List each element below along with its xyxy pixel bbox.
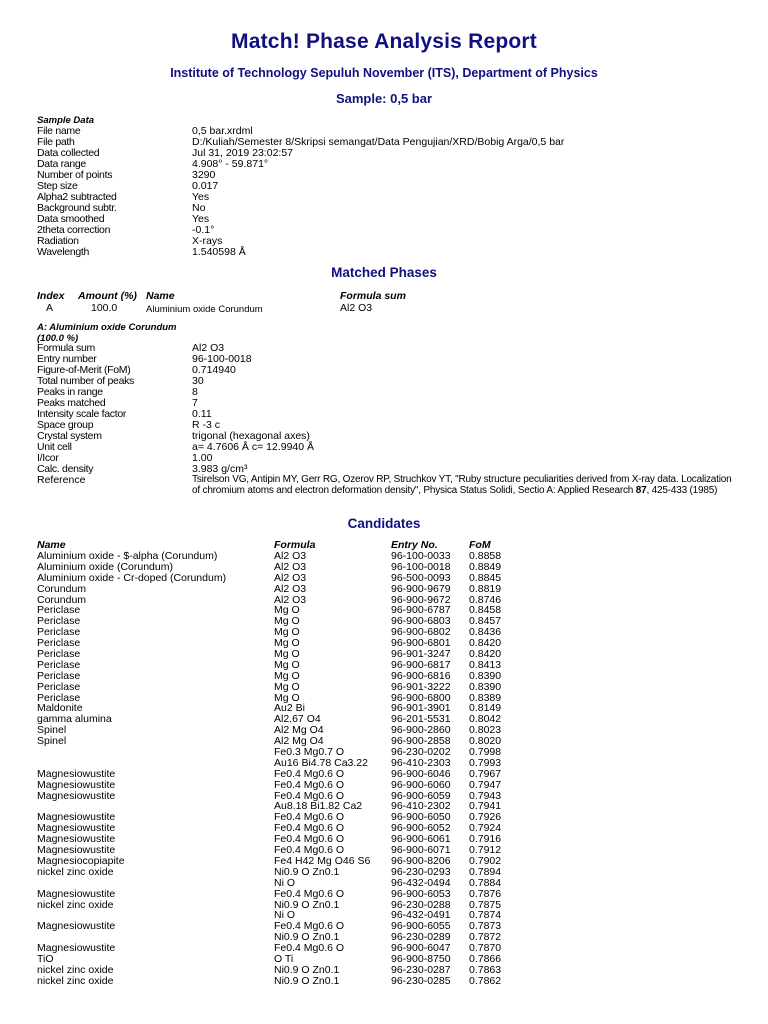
candidate-formula: Ni0.9 O Zn0.1 <box>274 865 340 878</box>
candidate-fom: 0.7863 <box>469 963 502 976</box>
field-row <box>37 376 737 387</box>
candidate-entry: 96-201-5531 <box>391 713 451 726</box>
candidate-entry: 96-900-6787 <box>391 604 451 617</box>
candidate-formula: Mg O <box>274 637 300 650</box>
field-value: 0.714940 <box>192 364 236 376</box>
candidate-formula: Al2 O3 <box>274 550 307 562</box>
candidate-fom: 0.7993 <box>469 756 502 769</box>
field-row <box>37 442 737 453</box>
field-value: R -3 c <box>192 419 221 431</box>
candidate-formula: Au16 Bi4.78 Ca3.22 <box>274 756 368 769</box>
candidate-formula: Au8.18 Bi1.82 Ca2 <box>274 800 363 813</box>
candidate-fom: 0.8819 <box>469 582 502 595</box>
candidate-formula: Fe0.4 Mg0.6 O <box>274 778 345 791</box>
candidate-entry: 96-900-9672 <box>391 593 451 606</box>
candidate-entry: 96-900-2858 <box>391 735 451 748</box>
candidate-formula: Al2 Mg O4 <box>274 724 324 737</box>
field-label: Peaks matched <box>37 397 106 409</box>
candidate-name: Magnesiowustite <box>37 822 116 835</box>
candidate-entry: 96-500-0093 <box>391 571 451 584</box>
candidate-formula: Mg O <box>274 691 300 704</box>
candidate-formula: Fe0.4 Mg0.6 O <box>274 789 345 802</box>
field-label: Calc. density <box>37 463 94 475</box>
candidate-entry: 96-230-0289 <box>391 931 451 944</box>
candidate-entry: 96-900-6046 <box>391 767 451 780</box>
candidate-fom: 0.7873 <box>469 920 502 933</box>
field-label: 2theta correction <box>37 224 111 236</box>
field-value: 1.540598 Å <box>192 246 246 258</box>
matched-row-index: A <box>46 302 54 314</box>
candidate-entry: 96-230-0287 <box>391 963 451 976</box>
field-label: File path <box>37 136 75 148</box>
candidate-fom: 0.7924 <box>469 822 502 835</box>
field-row <box>37 148 737 159</box>
candidate-formula: Ni0.9 O Zn0.1 <box>274 931 340 944</box>
field-row <box>37 181 737 192</box>
candidate-formula: Al2 O3 <box>274 593 307 606</box>
candidate-entry: 96-900-6053 <box>391 887 451 900</box>
field-value: a= 4.7606 Å c= 12.9940 Å <box>192 441 315 453</box>
field-row <box>37 387 737 398</box>
field-row <box>37 354 737 365</box>
table-row <box>37 682 529 693</box>
field-value: 8 <box>192 386 198 398</box>
field-row <box>37 159 737 170</box>
col-entry: Entry No. <box>391 539 438 551</box>
candidate-name: Corundum <box>37 593 87 606</box>
matched-row-formula: Al2 O3 <box>340 302 373 314</box>
col-formula: Formula <box>274 539 316 551</box>
candidate-fom: 0.8389 <box>469 691 502 704</box>
candidate-fom: 0.8390 <box>469 680 502 693</box>
matched-col-index: Index <box>37 290 65 302</box>
field-row <box>37 343 737 354</box>
candidate-name: Spinel <box>37 724 67 737</box>
candidate-name: Spinel <box>37 735 67 748</box>
field-value: Jul 31, 2019 23:02:57 <box>192 147 294 159</box>
candidate-name: nickel zinc oxide <box>37 963 114 976</box>
field-value: X-rays <box>192 235 223 247</box>
candidate-name: Periclase <box>37 680 81 693</box>
candidate-name: nickel zinc oxide <box>37 974 114 987</box>
reference-label: Reference <box>37 474 86 486</box>
candidate-name: Magnesiowustite <box>37 920 116 933</box>
field-label: Total number of peaks <box>37 375 135 387</box>
candidate-fom: 0.7884 <box>469 876 502 889</box>
candidate-formula: Ni0.9 O Zn0.1 <box>274 898 340 911</box>
candidate-fom: 0.7926 <box>469 811 502 824</box>
candidate-fom: 0.8420 <box>469 637 502 650</box>
candidate-name: Maldonite <box>37 702 83 715</box>
col-fom: FoM <box>469 539 491 551</box>
candidate-fom: 0.8458 <box>469 604 502 617</box>
field-value: 1.00 <box>192 452 213 464</box>
field-label: I/Icor <box>37 452 59 464</box>
candidate-formula: Mg O <box>274 615 300 628</box>
institute-line: Institute of Technology Sepuluh November (ITS), Department of Physics <box>170 66 598 80</box>
field-label: Crystal system <box>37 430 102 442</box>
candidate-fom: 0.7902 <box>469 854 502 867</box>
candidate-name: Magnesiowustite <box>37 778 116 791</box>
field-row <box>37 431 737 442</box>
candidate-name: nickel zinc oxide <box>37 898 114 911</box>
candidate-entry: 96-230-0288 <box>391 898 451 911</box>
candidate-fom: 0.7947 <box>469 778 502 791</box>
candidate-name: Aluminium oxide - $-alpha (Corundum) <box>37 550 218 562</box>
candidate-entry: 96-900-6055 <box>391 920 451 933</box>
field-value: 4.908° - 59.871° <box>192 158 269 170</box>
candidate-entry: 96-900-6801 <box>391 637 451 650</box>
candidate-formula: Ni O <box>274 876 295 889</box>
candidate-entry: 96-900-6802 <box>391 626 451 639</box>
candidate-fom: 0.7894 <box>469 865 502 878</box>
candidate-formula: Mg O <box>274 626 300 639</box>
candidate-entry: 96-900-8206 <box>391 854 451 867</box>
candidate-entry: 96-900-9679 <box>391 582 451 595</box>
candidate-fom: 0.7862 <box>469 974 502 987</box>
sample-data-table <box>37 126 737 258</box>
candidate-name: TiO <box>37 952 54 965</box>
field-label: Background subtr. <box>37 202 117 214</box>
candidate-name: Magnesiowustite <box>37 789 116 802</box>
candidate-formula: Al2 O3 <box>274 582 307 595</box>
candidate-fom: 0.7875 <box>469 898 502 911</box>
candidate-name: gamma alumina <box>37 713 112 726</box>
candidate-name <box>37 747 274 758</box>
candidate-formula: Al2 Mg O4 <box>274 735 324 748</box>
candidate-fom: 0.7998 <box>469 746 502 759</box>
candidate-fom: 0.8845 <box>469 571 502 584</box>
field-label: Step size <box>37 180 78 192</box>
candidate-formula: Fe0.4 Mg0.6 O <box>274 942 345 955</box>
sample-line: Sample: 0,5 bar <box>335 91 433 106</box>
field-label: Data smoothed <box>37 213 105 225</box>
candidate-fom: 0.8023 <box>469 724 502 737</box>
field-value: No <box>192 202 206 214</box>
candidate-fom: 0.7916 <box>469 833 502 846</box>
candidate-entry: 96-900-6061 <box>391 833 451 846</box>
candidate-fom: 0.8420 <box>469 648 502 661</box>
field-label: Alpha2 subtracted <box>37 191 117 203</box>
candidate-formula: Al2 O3 <box>274 571 307 584</box>
candidate-formula: Al2 O3 <box>274 560 307 573</box>
candidate-formula: Mg O <box>274 669 300 682</box>
candidate-fom: 0.8436 <box>469 626 502 639</box>
field-label: Number of points <box>37 169 113 181</box>
candidate-name: nickel zinc oxide <box>37 865 114 878</box>
field-value: trigonal (hexagonal axes) <box>192 430 310 442</box>
candidate-entry: 96-230-0293 <box>391 865 451 878</box>
matched-row-amount: 100.0 <box>91 302 118 314</box>
candidate-formula: Au2 Bi <box>274 702 305 715</box>
candidate-name: Magnesiowustite <box>37 844 116 857</box>
candidate-entry: 96-900-8750 <box>391 952 451 965</box>
field-value: D:/Kuliah/Semester 8/Skripsi semangat/Data Pengujian/XRD/Bobig Arga/0,5 bar <box>192 136 565 148</box>
candidate-fom: 0.8858 <box>469 550 502 562</box>
field-label: Radiation <box>37 235 79 247</box>
candidate-fom: 0.8849 <box>469 560 502 573</box>
candidate-name: Periclase <box>37 648 81 661</box>
candidate-name: Aluminium oxide - Cr-doped (Corundum) <box>37 571 227 584</box>
field-label: Intensity scale factor <box>37 408 127 420</box>
field-value: 7 <box>192 397 198 409</box>
candidate-name: Aluminium oxide (Corundum) <box>37 560 173 573</box>
candidate-formula: Mg O <box>274 604 300 617</box>
field-value: Al2 O3 <box>192 342 225 354</box>
field-row <box>37 170 737 181</box>
candidate-entry: 96-432-0494 <box>391 876 451 889</box>
candidate-entry: 96-100-0018 <box>391 560 451 573</box>
candidate-name: Magnesiowustite <box>37 811 116 824</box>
field-row <box>37 420 737 431</box>
candidate-formula: Ni0.9 O Zn0.1 <box>274 974 340 987</box>
candidate-formula: Fe0.4 Mg0.6 O <box>274 822 345 835</box>
report-title: Match! Phase Analysis Report <box>231 30 537 53</box>
field-value: 96-100-0018 <box>192 353 252 365</box>
candidate-entry: 96-100-0033 <box>391 550 451 562</box>
candidate-entry: 96-901-3901 <box>391 702 451 715</box>
candidate-fom: 0.8746 <box>469 593 502 606</box>
field-value: 0.11 <box>192 408 212 420</box>
reference-text <box>192 475 732 497</box>
candidate-entry: 96-900-6816 <box>391 669 451 682</box>
candidate-formula: Ni0.9 O Zn0.1 <box>274 963 340 976</box>
candidate-name: Corundum <box>37 582 87 595</box>
candidates-heading: Candidates <box>347 516 421 531</box>
candidate-formula: Mg O <box>274 648 300 661</box>
matched-col-amount: Amount (%) <box>78 290 137 302</box>
candidate-name: Periclase <box>37 604 81 617</box>
candidate-entry: 96-900-6052 <box>391 822 451 835</box>
candidate-formula: Fe0.4 Mg0.6 O <box>274 920 345 933</box>
field-value: 3290 <box>192 169 216 181</box>
candidate-fom: 0.7941 <box>469 800 502 813</box>
phase-a-table <box>37 343 737 475</box>
reference-volume: 87 <box>635 484 647 496</box>
candidate-fom: 0.8020 <box>469 735 502 748</box>
field-label: Data collected <box>37 147 100 159</box>
candidate-fom: 0.7967 <box>469 767 502 780</box>
candidates-body <box>37 551 529 987</box>
candidate-name: Periclase <box>37 615 81 628</box>
candidate-fom: 0.7912 <box>469 844 502 857</box>
candidate-entry: 96-901-3247 <box>391 648 451 661</box>
field-row <box>37 214 737 225</box>
field-label: Formula sum <box>37 342 95 354</box>
field-row <box>37 365 737 376</box>
field-value: 3.983 g/cm³ <box>192 463 248 475</box>
candidate-name: Magnesiowustite <box>37 767 116 780</box>
candidate-fom: 0.8042 <box>469 713 502 726</box>
field-value: Yes <box>192 213 210 225</box>
candidate-entry: 96-900-6059 <box>391 789 451 802</box>
table-row <box>37 780 529 791</box>
field-label: Entry number <box>37 353 97 365</box>
candidate-name: Periclase <box>37 658 81 671</box>
candidate-formula: Fe4 H42 Mg O46 S6 <box>274 854 371 867</box>
candidate-fom: 0.8390 <box>469 669 502 682</box>
candidate-formula: Fe0.3 Mg0.7 O <box>274 746 345 759</box>
candidate-name: Periclase <box>37 691 81 704</box>
candidate-entry: 96-900-6050 <box>391 811 451 824</box>
table-row <box>37 976 529 987</box>
candidate-entry: 96-900-6047 <box>391 942 451 955</box>
field-label: Wavelength <box>37 246 90 258</box>
candidate-formula: Fe0.4 Mg0.6 O <box>274 833 345 846</box>
field-label: Peaks in range <box>37 386 103 398</box>
field-row <box>37 247 737 258</box>
candidate-fom: 0.8413 <box>469 658 502 671</box>
field-label: Unit cell <box>37 441 72 453</box>
field-value: 0.017 <box>192 180 219 192</box>
table-row <box>37 584 529 595</box>
field-label: Space group <box>37 419 94 431</box>
candidate-fom: 0.7876 <box>469 887 502 900</box>
candidate-entry: 96-900-6817 <box>391 658 451 671</box>
field-label: Figure-of-Merit (FoM) <box>37 364 131 376</box>
candidates-table <box>37 540 529 987</box>
col-name: Name <box>37 539 66 551</box>
candidate-entry: 96-900-2860 <box>391 724 451 737</box>
candidate-entry: 96-900-6800 <box>391 691 451 704</box>
candidate-name <box>37 878 274 889</box>
candidate-entry: 96-230-0285 <box>391 974 451 987</box>
field-value: 0,5 bar.xrdml <box>192 125 253 137</box>
field-row <box>37 137 737 148</box>
field-row <box>37 225 737 236</box>
candidate-name: Periclase <box>37 637 81 650</box>
reference-tail: , 425-433 (1985) <box>646 484 718 496</box>
phase-a-heading: A: Aluminium oxide Corundum <box>37 322 177 333</box>
field-value: Yes <box>192 191 210 203</box>
candidate-entry: 96-901-3222 <box>391 680 451 693</box>
field-label: Data range <box>37 158 86 170</box>
candidate-formula: Fe0.4 Mg0.6 O <box>274 887 345 900</box>
candidate-entry: 96-410-2302 <box>391 800 451 813</box>
candidate-entry: 96-230-0202 <box>391 746 451 759</box>
field-row <box>37 236 737 247</box>
candidate-name: Magnesiowustite <box>37 942 116 955</box>
candidate-fom: 0.7874 <box>469 909 502 922</box>
field-row <box>37 203 737 214</box>
reference-body: Tsirelson VG, Antipin MY, Gerr RG, Ozerov RP, Struchkov YT, "Ruby structure peculiarities derived from X-ray data. Localization of chromium atoms and electron deformation density", Physica Status Solidi, Sectio A: Applied Research <box>192 474 732 496</box>
candidate-fom: 0.7870 <box>469 942 502 955</box>
candidate-name: Magnesiowustite <box>37 833 116 846</box>
candidate-formula: Mg O <box>274 658 300 671</box>
candidate-formula: O Ti <box>274 952 294 965</box>
matched-col-name: Name <box>146 290 175 302</box>
candidate-formula: Al2.67 O4 <box>274 713 321 726</box>
field-row <box>37 409 737 420</box>
candidate-formula: Fe0.4 Mg0.6 O <box>274 767 345 780</box>
candidate-formula: Mg O <box>274 680 300 693</box>
phase-a-amount: (100.0 %) <box>37 333 79 344</box>
field-row <box>37 192 737 203</box>
field-row <box>37 398 737 409</box>
field-value: 30 <box>192 375 204 387</box>
candidate-formula: Fe0.4 Mg0.6 O <box>274 844 345 857</box>
table-row <box>37 889 529 900</box>
candidate-fom: 0.7943 <box>469 789 502 802</box>
candidate-entry: 96-432-0491 <box>391 909 451 922</box>
candidate-name: Periclase <box>37 669 81 682</box>
candidate-formula: Fe0.4 Mg0.6 O <box>274 811 345 824</box>
candidate-entry: 96-410-2303 <box>391 756 451 769</box>
candidate-entry: 96-900-6060 <box>391 778 451 791</box>
candidate-fom: 0.7872 <box>469 931 502 944</box>
candidate-name: Magnesiocopiapite <box>37 854 125 867</box>
field-label: File name <box>37 125 81 137</box>
matched-row-name: Aluminium oxide Corundum <box>146 304 263 315</box>
candidate-fom: 0.8149 <box>469 702 502 715</box>
candidate-name: Magnesiowustite <box>37 887 116 900</box>
candidate-entry: 96-900-6071 <box>391 844 451 857</box>
candidate-formula: Ni O <box>274 909 295 922</box>
table-row <box>37 878 529 889</box>
matched-col-formula: Formula sum <box>340 290 406 302</box>
candidate-fom: 0.7866 <box>469 952 502 965</box>
sample-data-heading: Sample Data <box>37 115 95 126</box>
candidate-name: Periclase <box>37 626 81 639</box>
candidate-fom: 0.8457 <box>469 615 502 628</box>
field-row <box>37 453 737 464</box>
field-value: -0.1° <box>192 224 215 236</box>
candidate-entry: 96-900-6803 <box>391 615 451 628</box>
matched-phases-heading: Matched Phases <box>331 265 437 280</box>
